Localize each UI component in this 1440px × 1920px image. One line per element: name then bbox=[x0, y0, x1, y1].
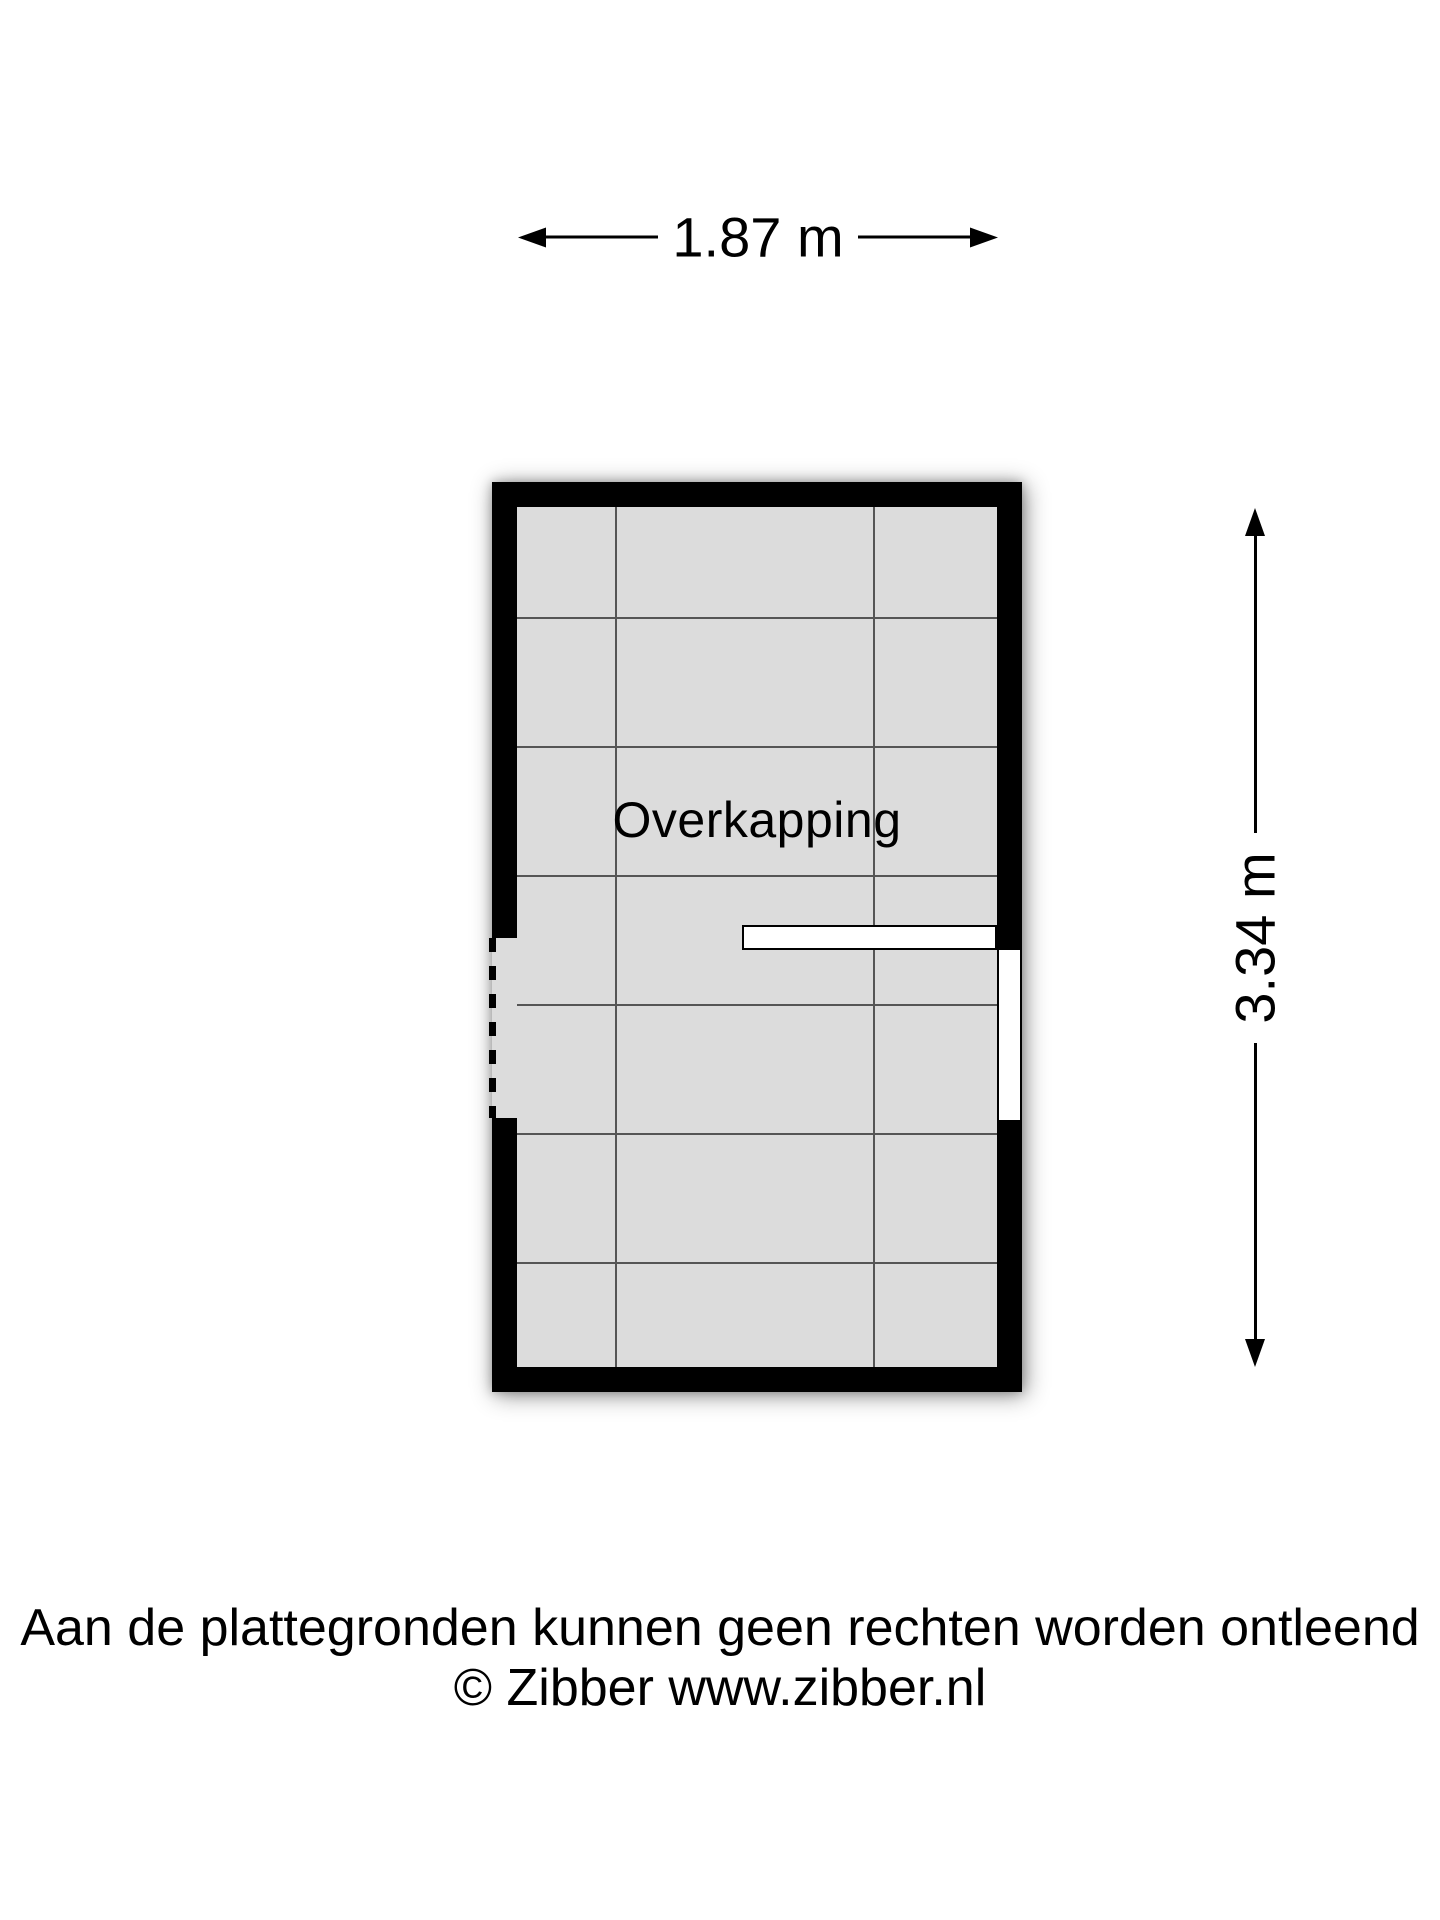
wall-opening-dashed bbox=[492, 938, 517, 1118]
arrow-down-icon bbox=[1245, 1339, 1265, 1367]
dimension-line bbox=[546, 236, 658, 239]
disclaimer-line-2: © Zibber www.zibber.nl bbox=[453, 1659, 987, 1717]
arrow-left-icon bbox=[518, 227, 546, 247]
tile-grid-line bbox=[615, 507, 617, 1367]
tile-grid-line bbox=[517, 1262, 997, 1264]
height-dimension-label: 3.34 m bbox=[1223, 851, 1287, 1024]
room-label: Overkapping bbox=[612, 792, 902, 848]
partition-bar bbox=[742, 925, 997, 950]
tile-grid-line bbox=[517, 1004, 997, 1006]
dashed-opening-line bbox=[489, 938, 496, 1118]
tile-grid-line bbox=[517, 617, 997, 619]
disclaimer bbox=[0, 1598, 1440, 1718]
width-dimension bbox=[518, 205, 998, 270]
floor-plan bbox=[492, 482, 1022, 1392]
height-dimension bbox=[1225, 508, 1285, 1367]
disclaimer-line-1: Aan de plattegronden kunnen geen rechten worden ontleend bbox=[20, 1599, 1420, 1657]
arrow-right-icon bbox=[970, 227, 998, 247]
arrow-up-icon bbox=[1245, 508, 1265, 536]
dimension-line bbox=[858, 236, 970, 239]
dimension-line bbox=[1254, 1043, 1257, 1340]
tile-grid-line bbox=[517, 875, 997, 877]
width-dimension-label: 1.87 m bbox=[672, 205, 844, 269]
tile-grid-line bbox=[517, 1133, 997, 1135]
tile-grid-line bbox=[517, 746, 997, 748]
wall-opening-right bbox=[997, 950, 1022, 1120]
dimension-line bbox=[1254, 536, 1257, 833]
height-dimension-label-box bbox=[1225, 833, 1285, 1043]
